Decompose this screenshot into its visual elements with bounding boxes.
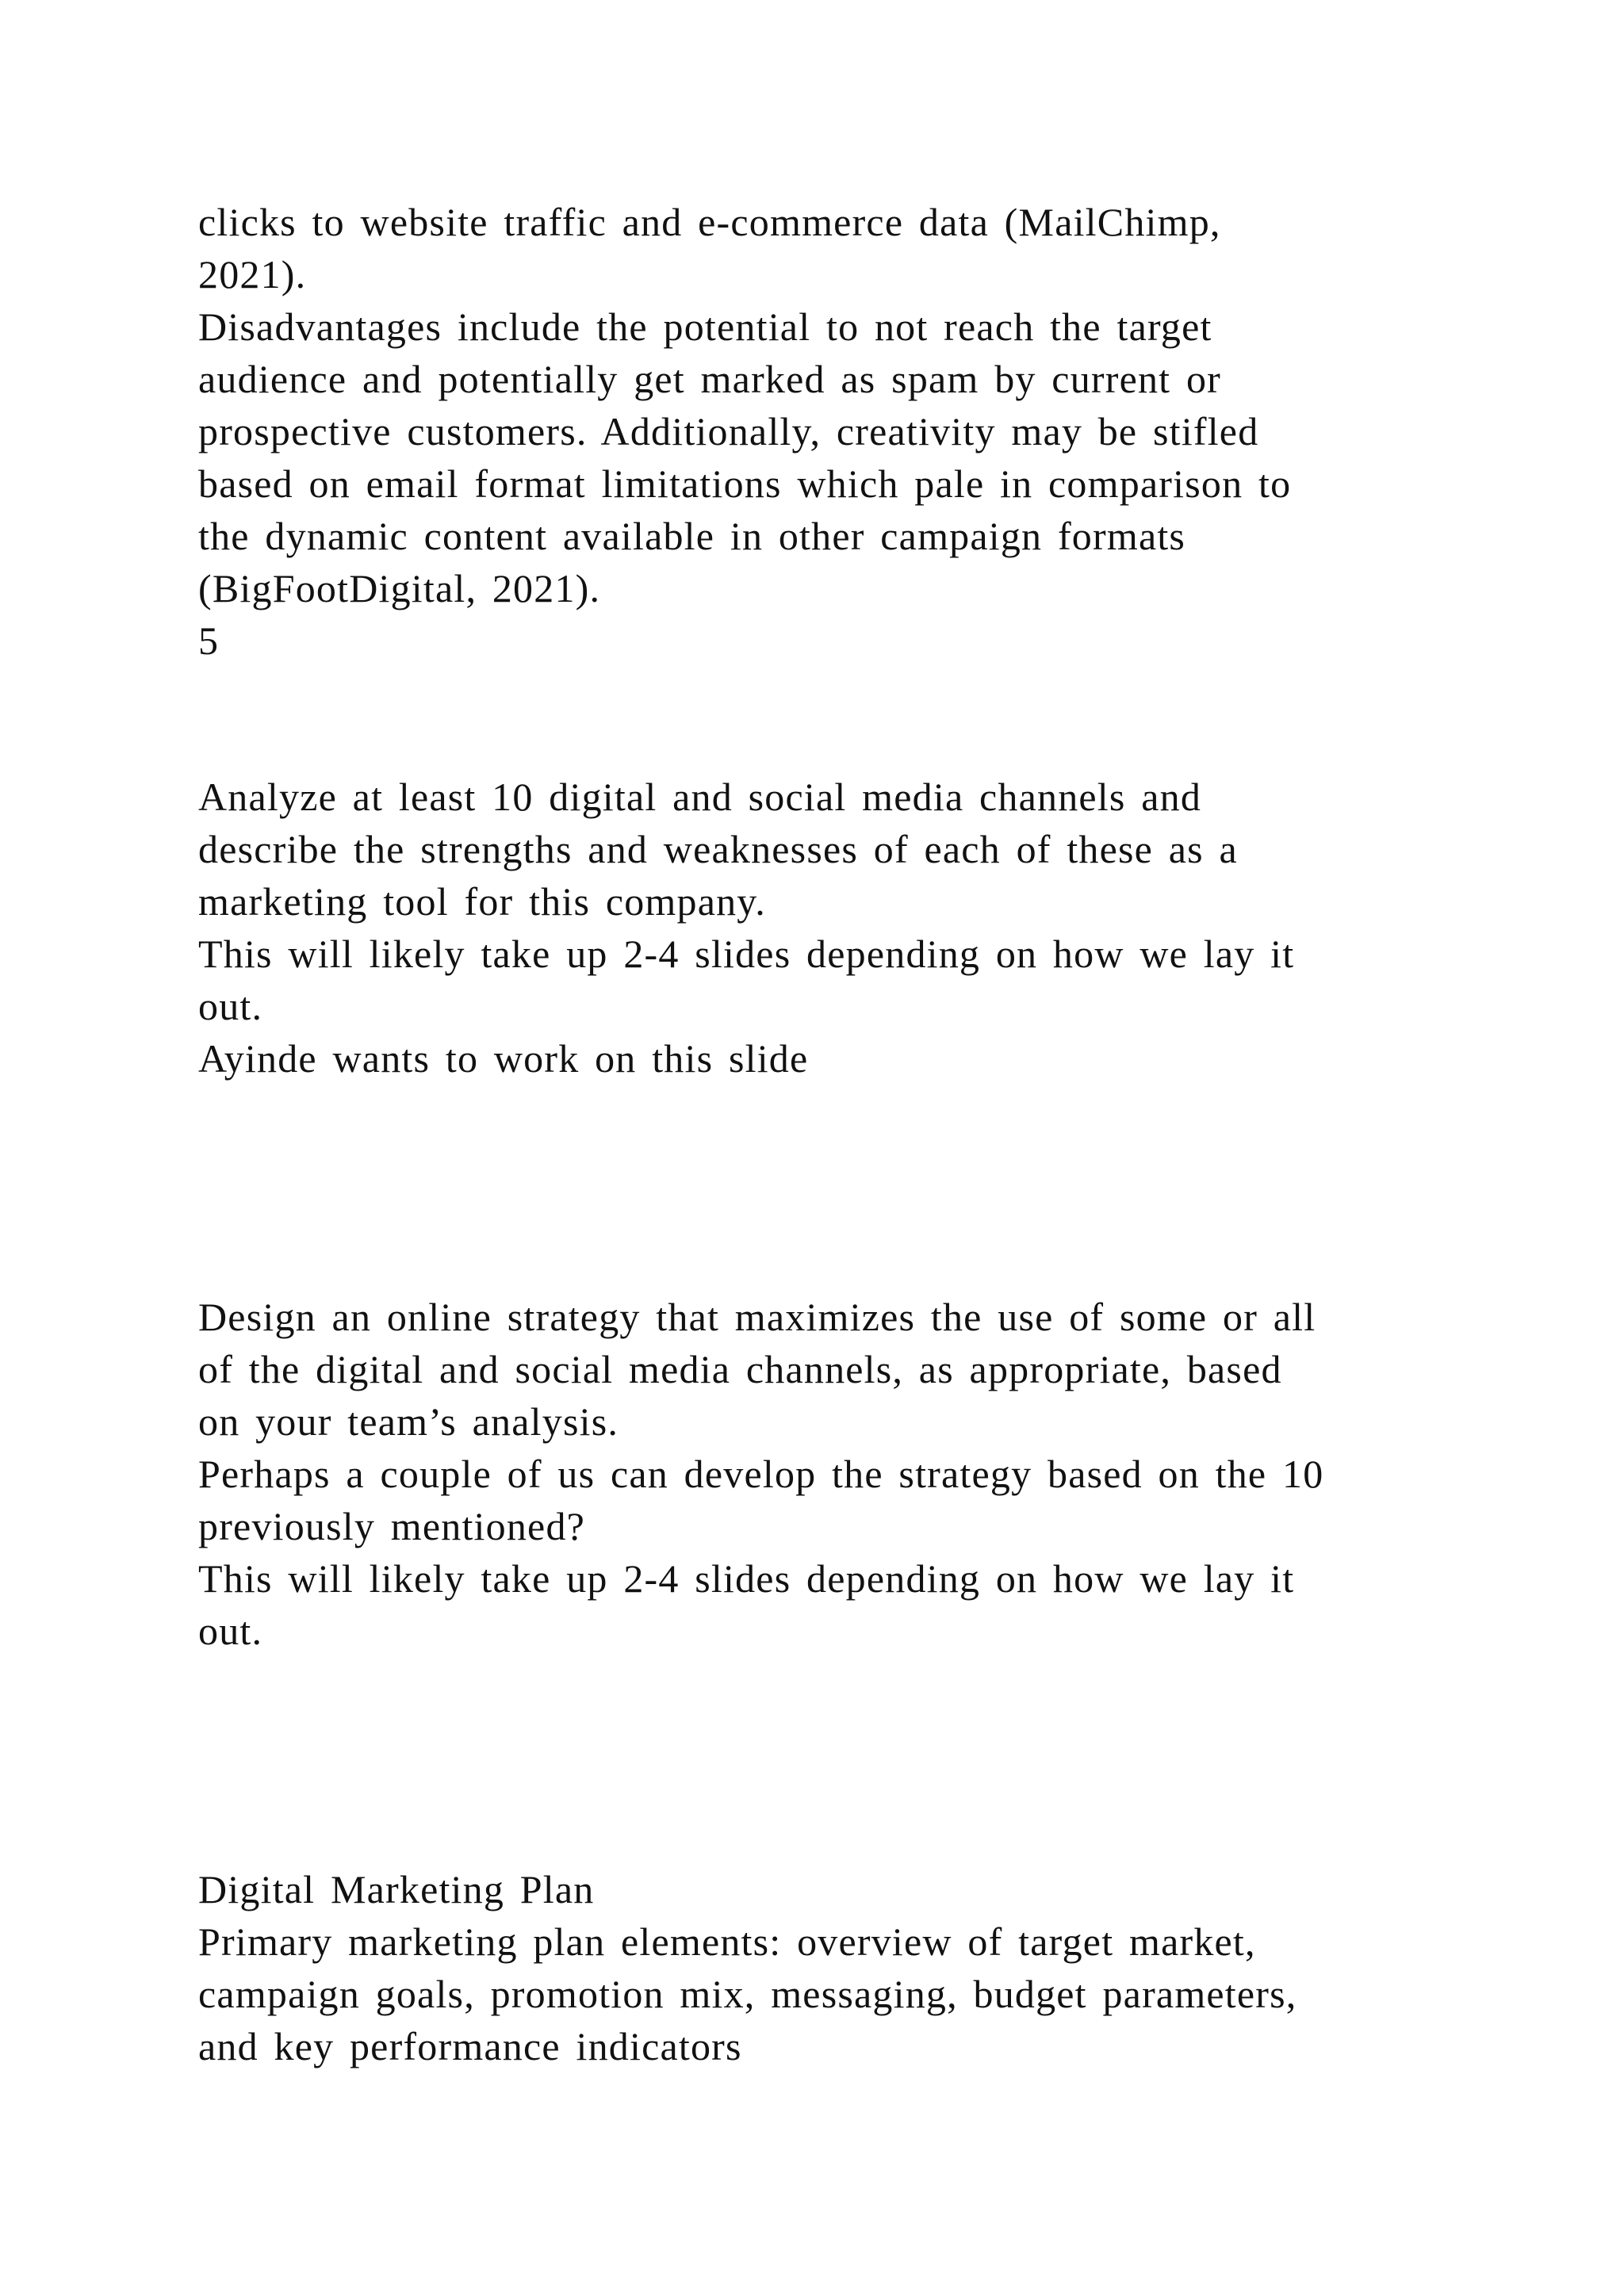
text-line: previously mentioned? <box>198 1504 586 1548</box>
text-line: and key performance indicators <box>198 2024 742 2068</box>
text-line: Primary marketing plan elements: overview of target market, <box>198 1919 1256 1964</box>
text-line: out. <box>198 1609 263 1653</box>
text-line: Design an online strategy that maximizes the use of some or all <box>198 1295 1316 1339</box>
text-line: Analyze at least 10 digital and social media channels and <box>198 775 1202 819</box>
text-line: 2021). <box>198 252 307 297</box>
section-heading: Digital Marketing Plan <box>198 1867 595 1911</box>
text-line: on your team’s analysis. <box>198 1399 619 1444</box>
text-line: This will likely take up 2-4 slides depending on how we lay it <box>198 932 1295 976</box>
text-line: audience and potentially get marked as spam by current or <box>198 357 1222 401</box>
page-number: 5 <box>198 618 220 663</box>
text-line: Disadvantages include the potential to not reach the target <box>198 304 1212 349</box>
text-line: the dynamic content available in other campaign formats <box>198 514 1186 558</box>
text-line: of the digital and social media channels, as appropriate, based <box>198 1347 1282 1391</box>
text-line: campaign goals, promotion mix, messaging, budget parameters, <box>198 1972 1297 2016</box>
text-line: based on email format limitations which pale in comparison to <box>198 461 1292 506</box>
text-line: Perhaps a couple of us can develop the strategy based on the 10 <box>198 1452 1324 1496</box>
text-line: marketing tool for this company. <box>198 879 766 924</box>
text-line: (BigFootDigital, 2021). <box>198 566 601 610</box>
text-line: prospective customers. Additionally, creativity may be stifled <box>198 409 1259 453</box>
text-line: Ayinde wants to work on this slide <box>198 1036 809 1081</box>
text-line: describe the strengths and weaknesses of each of these as a <box>198 827 1238 871</box>
text-line: clicks to website traffic and e-commerce data (MailChimp, <box>198 200 1221 244</box>
text-line: This will likely take up 2-4 slides depending on how we lay it <box>198 1556 1295 1601</box>
text-line: out. <box>198 984 263 1028</box>
